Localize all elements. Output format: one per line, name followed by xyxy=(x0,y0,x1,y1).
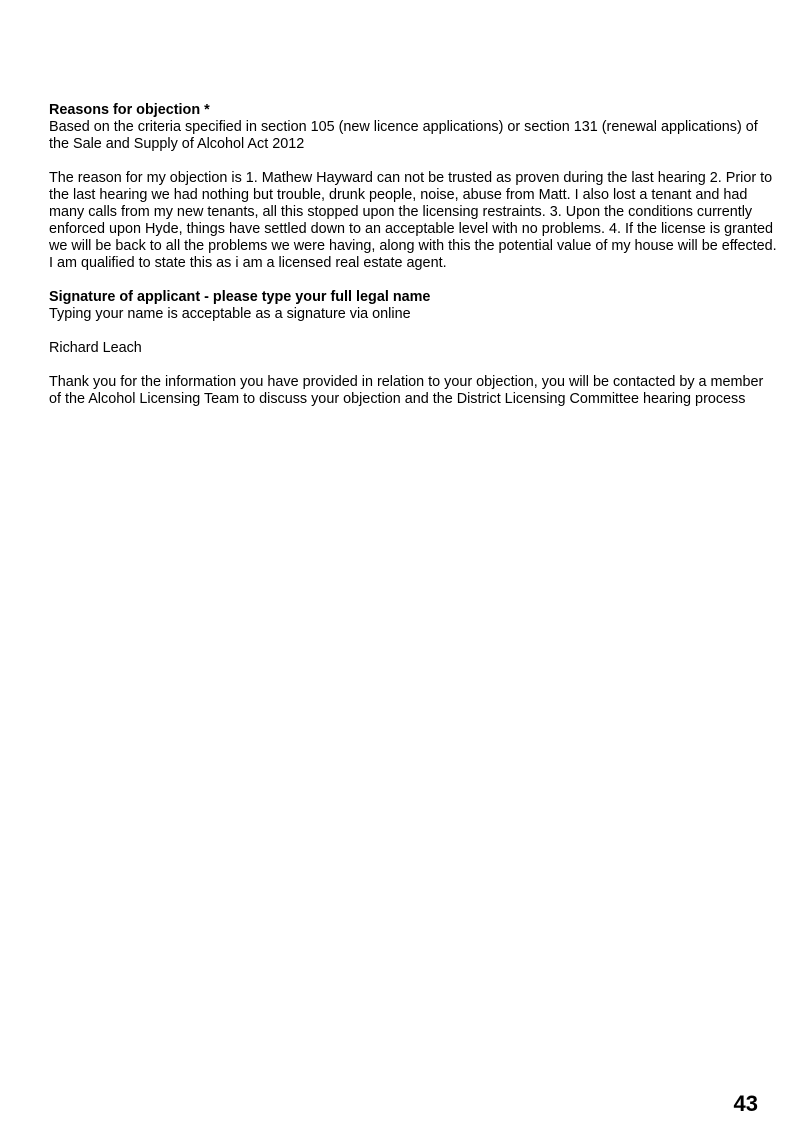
reasons-label: Reasons for objection * xyxy=(49,102,210,118)
signature-value: Richard Leach xyxy=(49,340,142,356)
reasons-answer: The reason for my objection is 1. Mathew Hayward can not be trusted as proven during the last hearing 2. Prior to the last hearing we had nothing but trouble, drunk people, noise, abuse from Matt. I also lost a tenant and had many calls from my new tenants, all this stopped upon the licensing restraints. 3. Upon the conditions currently enforced upon Hyde, things have settled down to an acceptable level with no problems. 4. If the license is granted we will be back to all the problems we were having, along with this the potential value of my house will be effected. I am qualified to state this as i am a licensed real estate agent. xyxy=(49,170,777,271)
closing-message: Thank you for the information you have provided in relation to your objection, you will be contacted by a member of the Alcohol Licensing Team to discuss your objection and the District Licensing Committee hearing process xyxy=(49,374,764,407)
reasons-help-text: Based on the criteria specified in section 105 (new licence applications) or section 131 (renewal applications) of the Sale and Supply of Alcohol Act 2012 xyxy=(49,119,758,152)
signature-label: Signature of applicant - please type your full legal name xyxy=(49,289,431,305)
document-body xyxy=(49,102,779,408)
signature-help-text: Typing your name is acceptable as a signature via online xyxy=(49,306,411,322)
reasons-section xyxy=(49,102,779,272)
page-number: 43 xyxy=(733,1091,758,1116)
signature-section xyxy=(49,289,779,357)
